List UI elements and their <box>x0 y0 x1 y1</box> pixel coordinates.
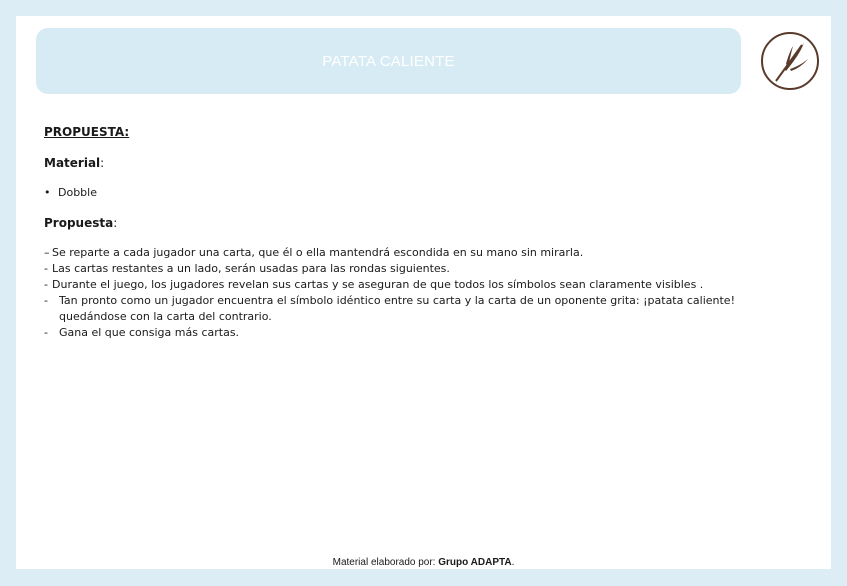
propuesta-heading <box>44 215 784 231</box>
step-item <box>44 293 784 325</box>
content-body <box>44 124 784 341</box>
step-text: Tan pronto como un jugador encuentra el símbolo idéntico entre su carta y la carta de un oponente grita: ¡patata caliente! quedándose con la carta del contrario. <box>59 294 735 323</box>
step-text: Se reparte a cada jugador una carta, que él o ella mantendrá escondida en su mano sin mirarla. <box>52 246 584 259</box>
steps-list <box>44 245 784 341</box>
footer-credit <box>16 557 831 568</box>
step-item <box>44 277 784 293</box>
propuesta-colon: : <box>113 216 118 230</box>
page-title: PATATA CALIENTE <box>322 52 455 70</box>
material-item: • Dobble <box>44 185 784 201</box>
step-text: Durante el juego, los jugadores revelan sus cartas y se aseguran de que todos los símbolos sean claramente visibles . <box>52 278 704 291</box>
step-item <box>44 261 784 277</box>
footer-prefix: Material elaborado por: <box>332 557 436 568</box>
material-heading <box>44 155 784 171</box>
step-dash: - <box>44 294 48 307</box>
propuesta-label: Propuesta <box>44 216 114 230</box>
document-page <box>16 16 831 569</box>
feather-quill-circle-logo-icon <box>760 31 820 91</box>
step-dash: - <box>44 326 48 339</box>
section-heading: PROPUESTA: <box>44 125 130 139</box>
footer-group: Grupo ADAPTA <box>438 557 512 568</box>
step-dash: - <box>44 262 48 275</box>
step-dash: – <box>44 246 50 259</box>
step-item <box>44 325 784 341</box>
material-list <box>44 185 784 201</box>
step-dash: - <box>44 278 48 291</box>
material-label: Material <box>44 156 101 170</box>
material-colon: : <box>100 156 105 170</box>
step-text: Gana el que consiga más cartas. <box>59 326 240 339</box>
title-banner <box>36 28 741 94</box>
step-item <box>44 245 784 261</box>
step-text: Las cartas restantes a un lado, serán usadas para las rondas siguientes. <box>52 262 450 275</box>
footer-suffix: . <box>511 557 515 568</box>
